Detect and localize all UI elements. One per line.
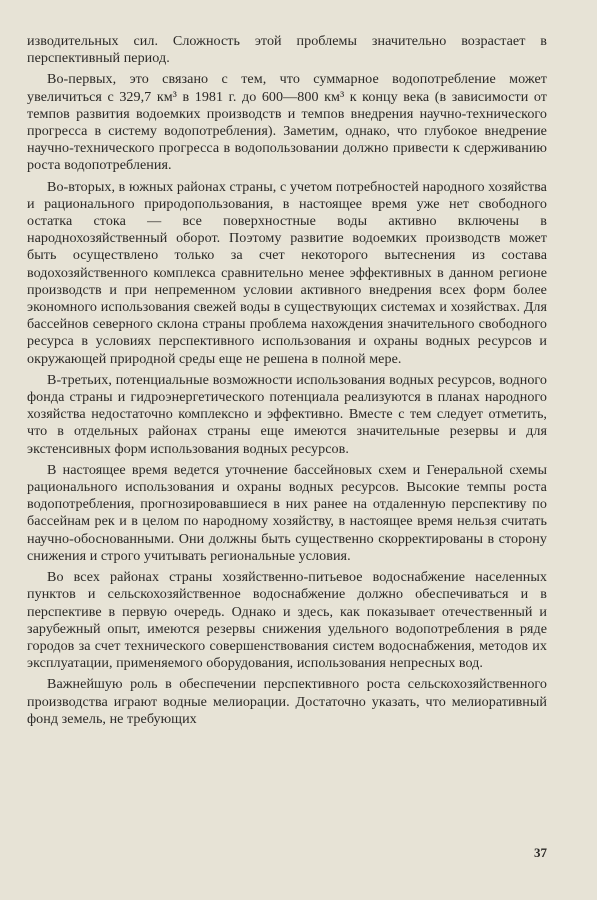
paragraph-water-supply: Во всех районах страны хозяйственно-питьевое водоснабжение населенных пунктов и сельскохозяйственное водоснабжение должно обеспечиваться и в перспективе в первую очередь. Однако и здесь, как показывает отечественный и зарубежный опыт, имеются резервы снижения удельного водопотребления в ряде городов за счет технического совершенствования систем водоснабжения, методов их эксплуатации, применяемого оборудования, использования непресных вод. bbox=[27, 569, 547, 672]
paragraph-firstly: Во-первых, это связано с тем, что суммарное водопотребление может увеличиться с 329,7 км³ в 1981 г. до 600—800 км³ к концу века (в зависимости от темпов развития водоемких производств и темпов внедрения научно-технического прогресса в систему водопотребления). Заметим, однако, что глубокое внедрение научно-технического прогресса в водопользовании должно привести к сдерживанию роста водопотребления. bbox=[27, 71, 547, 174]
paragraph-secondly: Во-вторых, в южных районах страны, с учетом потребностей народного хозяйства и рационального природопользования, в настоящее время уже нет свободного остатка стока — все поверхностные воды активно включены в народнохозяйственный оборот. Поэтому развитие водоемких производств может быть осуществлено только за счет некоторого вытеснения из состава водохозяйственного комплекса сравнительно менее эффективных в данном регионе производств и при непременном условии активного внедрения всех форм более экономного использования свежей воды в существующих системах и хозяйствах. Для бассейнов северного склона страны проблема нахождения значительного свободного ресурса в условиях перспективного использования и охраны водных ресурсов и окружающей природной среды еще не решена в полной мере. bbox=[27, 178, 547, 367]
paragraph-thirdly: В-третьих, потенциальные возможности использования водных ресурсов, водного фонда страны и гидроэнергетического потенциала реализуются в планах народного хозяйства недостаточно комплексно и эффективно. Вместе с тем следует отметить, что в отдельных районах страны еще имеются значительные резервы и для экстенсивных форм использования водных ресурсов. bbox=[27, 371, 547, 457]
paragraph-melioration: Важнейшую роль в обеспечении перспективного роста сельскохозяйственного производства играют водные мелиорации. Достаточно указать, что мелиоративный фонд земель, не требующих bbox=[27, 676, 547, 727]
paragraph-basin-schemes: В настоящее время ведется уточнение бассейновых схем и Генеральной схемы рационального использования и охраны водных ресурсов. Высокие темпы роста водопотребления, прогнозировавшиеся в них ранее на отдаленную перспективу по бассейнам рек и в целом по народному хозяйству, в настоящее время нельзя считать научно-обоснованными. Они должны быть существенно скорректированы в сторону снижения и строго учитывать региональные условия. bbox=[27, 461, 547, 564]
page-number: 37 bbox=[534, 845, 547, 860]
paragraph-continuation: изводительных сил. Сложность этой проблемы значительно возрастает в перспективный период. bbox=[27, 33, 547, 67]
